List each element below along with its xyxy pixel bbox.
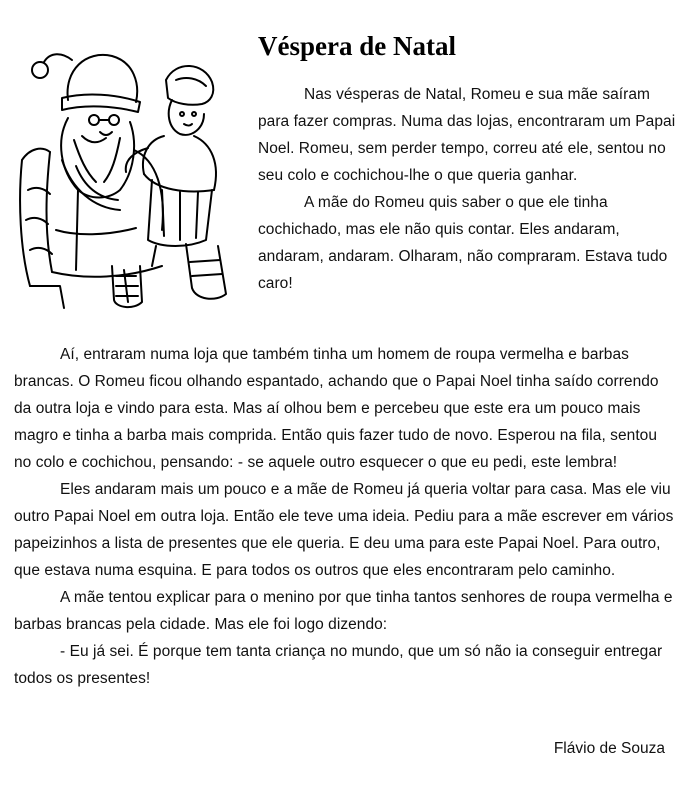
story-intro-block [258, 81, 678, 297]
story-body-block [14, 341, 674, 692]
paragraph: Aí, entraram numa loja que também tinha um homem de roupa vermelha e barbas brancas. O Romeu ficou olhando espantado, achando que o Papai Noel tinha saído correndo da outra loja e vindo para esta. Mas aí olhou bem e percebeu que este era um pouco mais magro e tinha a barba mais comprida. Então quis fazer tudo de novo. Esperou na fila, sentou no colo e cochichou, pensando: - se aquele outro esquecer o que eu pedi, este lembra! [14, 346, 659, 471]
story-title: Véspera de Natal [258, 31, 456, 61]
paragraph: Nas vésperas de Natal, Romeu e sua mãe saíram para fazer compras. Numa das lojas, encontraram um Papai Noel. Romeu, sem perder tempo, correu até ele, sentou no seu colo e cochichou-lhe o que queria ganhar. [258, 86, 676, 184]
santa-claus-illustration [16, 40, 238, 312]
paragraph: A mãe do Romeu quis saber o que ele tinha cochichado, mas ele não quis contar. Eles andaram, andaram, andaram. Olharam, não compraram. Estava tudo caro! [258, 194, 668, 292]
paragraph: A mãe tentou explicar para o menino por que tinha tantos senhores de roupa vermelha e barbas brancas pela cidade. Mas ele foi logo dizendo: [14, 589, 673, 633]
author-signature: Flávio de Souza [553, 740, 665, 757]
dialogue-paragraph: - Eu já sei. É porque tem tanta criança no mundo, que um só não ia conseguir entregar todos os presentes! [14, 643, 663, 687]
paragraph: Eles andaram mais um pouco e a mãe de Romeu já queria voltar para casa. Mas ele viu outro Papai Noel em outra loja. Então ele teve uma ideia. Pediu para a mãe escrever em vários papeizinhos a lista de presentes que ele queria. E deu uma para este Papai Noel. Para outro, que estava numa esquina. E para todos os outros que eles encontraram pelo caminho. [14, 481, 674, 579]
